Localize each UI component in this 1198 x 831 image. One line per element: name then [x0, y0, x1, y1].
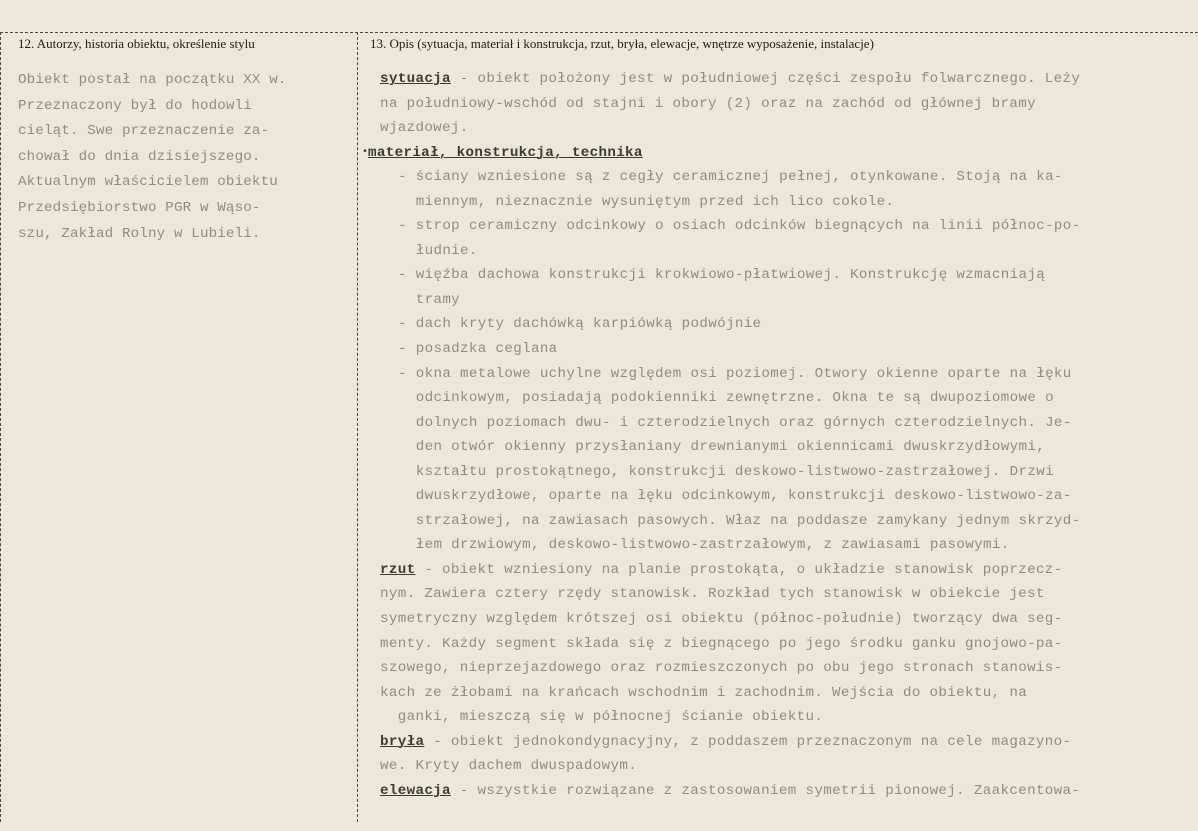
description-keyword: sytuacja: [380, 71, 451, 87]
description-text: kach ze żłobami na krańcach wschodnim i zachodnim. Wejścia do obiektu, na: [380, 684, 1028, 701]
section-13-heading: 13. Opis (sytuacja, materiał i konstrukcja, rzut, bryła, elewacje, wnętrze wyposażenie, instalacje): [370, 36, 874, 51]
history-line: Obiekt postał na początku XX w.: [18, 72, 287, 88]
description-line: [368, 214, 1168, 239]
description-line: [368, 681, 1168, 706]
section-12-body: [18, 68, 348, 247]
description-line: [368, 435, 1168, 460]
description-line: [368, 288, 1168, 313]
description-line: [368, 411, 1168, 436]
description-line: [368, 165, 1168, 190]
description-line: [368, 607, 1168, 632]
description-text: - okna metalowe uchylne względem osi poziomej. Otwory okienne oparte na łęku: [398, 365, 1072, 382]
description-text: - dach kryty dachówką karpiówką podwójnie: [398, 316, 762, 333]
description-line: [368, 754, 1168, 779]
description-text: den otwór okienny przysłaniany drewnianymi okiennicami dwuskrzydłowymi,: [398, 439, 1046, 456]
description-text: menty. Każdy segment składa się z biegnącego po jego środku ganku gnojowo-pa-: [380, 635, 1063, 652]
description-keyword: bryła: [380, 733, 425, 750]
description-line: [368, 337, 1168, 362]
description-subheading-line: [362, 141, 1168, 166]
section-12-heading: 12. Autorzy, historia obiektu, określenie stylu: [18, 36, 255, 51]
description-line: [368, 92, 1168, 117]
description-text: - obiekt położony jest w południowej części zespołu folwarcznego. Leży: [450, 71, 1081, 87]
section-13-body: [362, 67, 1168, 803]
description-line: [368, 460, 1168, 485]
description-line: [368, 190, 1168, 215]
description-text: - strop ceramiczny odcinkowy o osiach odcinków biegnących na linii północ-po-: [398, 218, 1081, 235]
description-line: [368, 362, 1168, 387]
description-text: miennym, nieznacznie wysuniętym przed ich lico cokole.: [398, 193, 895, 210]
description-line: [368, 312, 1168, 337]
history-line: cieląt. Swe przeznaczenie za-: [18, 123, 270, 140]
description-line: [368, 509, 1168, 534]
description-text: - wszystkie rozwiązane z zastosowaniem symetrii pionowej. Zaakcentowa-: [450, 782, 1081, 799]
description-line: [368, 484, 1168, 509]
description-text: symetryczny względem krótszej osi obiektu (północ-południe) tworzący dwa seg-: [380, 611, 1063, 628]
description-text: strzałowej, na zawiasach pasowych. Właz na poddasze zamykany jednym skrzyd-: [398, 512, 1081, 529]
description-text: - więźba dachowa konstrukcji krokwiowo-płatwiowej. Konstrukcję wzmacniają: [398, 267, 1046, 284]
description-subheading-line: [368, 779, 1168, 804]
description-line: [368, 705, 1168, 730]
description-text: ganki, mieszczą się w północnej ścianie obiektu.: [380, 709, 824, 726]
description-text: kształtu prostokątnego, konstrukcji deskowo-listwowo-zastrzałowej. Drzwi: [398, 463, 1054, 480]
description-text: dwuskrzydłowe, oparte na łęku odcinkowym, konstrukcji deskowo-listwowo-za-: [398, 488, 1072, 505]
description-line: [368, 656, 1168, 681]
description-line: [368, 116, 1168, 141]
left-border-line: [0, 32, 1, 822]
description-subheading-line: [368, 67, 1168, 92]
description-text: nym. Zawiera cztery rzędy stanowisk. Rozkład tych stanowisk w obiekcie jest: [380, 586, 1045, 603]
description-text: - posadzka ceglana: [398, 341, 558, 358]
description-text: tramy: [398, 291, 461, 308]
description-text: - ściany wzniesione są z cegły ceramicznej pełnej, otynkowane. Stoją na ka-: [398, 169, 1063, 186]
history-line: chował do dnia dzisiejszego.: [18, 148, 261, 165]
description-subheading-line: [368, 558, 1168, 583]
history-line: szu, Zakład Rolny w Lubieli.: [18, 225, 261, 242]
top-border-line: [0, 32, 1198, 33]
description-text: dolnych poziomach dwu- i czterodzielnych oraz górnych czterodzielnych. Je-: [398, 414, 1072, 431]
description-line: [368, 533, 1168, 558]
description-text: - obiekt jednokondygnacyjny, z poddaszem przeznaczonym na cele magazyno-: [424, 733, 1072, 750]
description-keyword: rzut: [380, 561, 416, 578]
description-text: na południowy-wschód od stajni i obory (2) oraz na zachód od głównej bramy: [380, 95, 1036, 112]
description-text: we. Kryty dachem dwuspadowym.: [380, 758, 638, 775]
description-text: - obiekt wzniesiony na planie prostokąta, o układzie stanowisk poprzecz-: [415, 561, 1063, 578]
description-text: wjazdowej.: [380, 120, 469, 137]
description-line: [368, 582, 1168, 607]
description-text: szowego, nieprzejazdowego oraz rozmieszczonych po obu jego stronach stanowis-: [380, 660, 1063, 677]
description-keyword: elewacja: [380, 782, 451, 799]
history-line: Przeznaczony był do hodowli: [18, 97, 252, 114]
description-line: [368, 263, 1168, 288]
description-text: łudnie.: [398, 242, 478, 259]
column-divider: [357, 32, 358, 822]
description-text: łem drzwiowym, deskowo-listwowo-zastrzałowym, z zawiasami pasowymi.: [398, 537, 1010, 554]
description-text: odcinkowym, posiadają podokienniki zewnętrzne. Okna te są dwupoziomowe o: [398, 390, 1054, 407]
bullet-mark: •: [362, 146, 369, 158]
description-subheading-line: [368, 730, 1168, 755]
description-line: [368, 632, 1168, 657]
history-line: Aktualnym właścicielem obiektu: [18, 174, 278, 191]
description-keyword: materiał, konstrukcja, technika: [368, 144, 643, 161]
description-line: [368, 386, 1168, 411]
history-line: Przedsiębiorstwo PGR w Wąso-: [18, 199, 261, 216]
description-line: [368, 239, 1168, 264]
